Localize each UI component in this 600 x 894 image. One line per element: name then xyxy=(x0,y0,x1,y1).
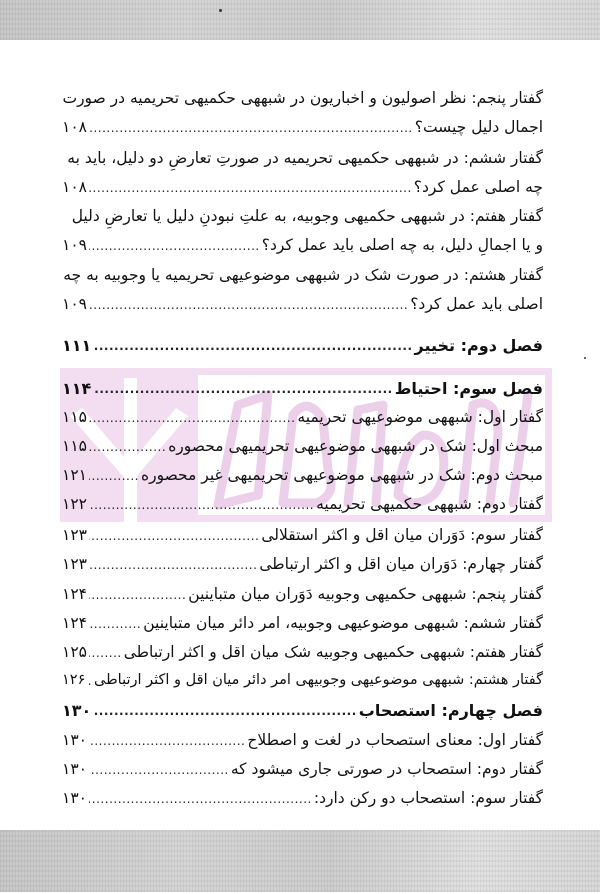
toc-chapter[interactable] xyxy=(62,330,543,360)
toc-entry[interactable] xyxy=(62,579,543,609)
toc-entry[interactable] xyxy=(62,402,543,432)
scan-speck xyxy=(219,9,222,12)
toc-entry-title: گفتار هفتم: در شبههی حکمیهی وجوبیه، به علتِ نبودنِ دلیل یا تعارضِ دلیل xyxy=(71,207,543,225)
toc-chapter[interactable] xyxy=(62,373,543,403)
toc-entry[interactable] xyxy=(62,489,543,519)
toc-page-number: ۱۲۵ xyxy=(62,643,87,661)
toc-entry[interactable] xyxy=(62,608,543,638)
toc-chapter-title: فصل دوم: تخییر xyxy=(414,335,543,355)
toc-page-number: ۱۲۶ xyxy=(62,672,86,688)
toc-entry-title: اجمال دلیل چیست؟ xyxy=(414,118,543,136)
toc-page-number: ۱۲۲ xyxy=(62,495,87,513)
toc-page-number: ۱۲۳ xyxy=(62,526,87,544)
toc-entry-title: گفتار ششم: در شبههی حکمیهی تحریمیه در صورتِ تعارضِ دو دلیل، باید به xyxy=(67,149,543,167)
toc-page-number: ۱۰۹ xyxy=(62,236,87,254)
toc-entry-title: گفتار هشتم: شبههی موضوعیهی وجوبیهی امر دائر میان اقل و اکثر ارتباطی xyxy=(94,672,543,688)
dot-leader xyxy=(89,440,166,461)
dot-leader xyxy=(89,529,259,550)
toc-entry-title: گفتار سوم: استصحاب دو رکن دارد: xyxy=(313,789,543,807)
toc-entry[interactable] xyxy=(62,549,543,579)
dot-leader xyxy=(89,588,186,609)
toc-entry-title: گفتار هفتم: شبههی حکمیهی وجوبیه شک میان اقل و اکثر ارتباطی xyxy=(123,643,543,661)
toc-page-number: ۱۰۸ xyxy=(62,178,87,196)
toc-entry-title: گفتار ششم: شبههی موضوعیهی وجوبیه، امر دائر میان متباینین xyxy=(143,614,543,632)
dot-leader xyxy=(89,239,260,260)
toc-entry[interactable] xyxy=(62,460,543,490)
toc-chapter-title: فصل چهارم: استصحاب xyxy=(358,700,543,720)
toc-entry-title: گفتار اول: معنای استصحاب در لغت و اصطلاح xyxy=(247,731,543,749)
toc-entry-title: گفتار چهارم: دَوَران میان اقل و اکثر ارتباطی xyxy=(259,555,543,573)
dot-leader xyxy=(89,763,229,784)
dot-leader xyxy=(87,674,92,695)
dot-leader xyxy=(93,339,412,360)
dot-leader xyxy=(89,734,245,755)
scan-border-bottom xyxy=(0,830,600,892)
toc-entry-title: گفتار دوم: استصحاب در صورتی جاری میشود که xyxy=(230,760,543,778)
dot-leader xyxy=(89,121,413,142)
toc-entry-title: گفتار پنجم: نظر اصولیون و اخباریون در شبههی حکمیهی تحریمیه در صورت xyxy=(62,89,543,107)
dot-leader xyxy=(89,298,408,319)
toc-page-number: ۱۱۵ xyxy=(62,408,87,426)
dot-leader xyxy=(89,411,295,432)
toc-entry[interactable] xyxy=(62,783,543,813)
dot-leader xyxy=(89,498,314,519)
toc-entry-title: گفتار سوم: دَوَران میان اقل و اکثر استقلالی xyxy=(261,526,543,544)
toc-entry-title: مبحث اول: شک در شبههی موضوعیهی تحریمیهی محصوره xyxy=(168,437,543,455)
toc-page-number: ۱۲۳ xyxy=(62,555,87,573)
toc-page-number: ۱۲۱ xyxy=(62,466,87,484)
toc-entry-title: گفتار دوم: شبههی حکمیهی تحریمیه xyxy=(316,495,543,513)
toc-entry-title: گفتار پنجم: شبههی حکمیهی وجوبیه دَوَران میان متباینین xyxy=(188,585,543,603)
toc-entry-line xyxy=(62,83,543,113)
toc-page-number: ۱۱۴ xyxy=(62,378,92,398)
toc-entry[interactable] xyxy=(62,172,543,202)
toc-entry-title: اصلی باید عمل کرد؟ xyxy=(410,295,543,313)
dot-leader xyxy=(89,181,412,202)
toc-entry[interactable] xyxy=(62,431,543,461)
toc-page-number: ۱۲۴ xyxy=(62,614,87,632)
toc-entry[interactable] xyxy=(62,230,543,260)
dot-leader xyxy=(89,792,312,813)
toc-entry-line xyxy=(62,201,543,231)
toc-page-number: ۱۳۰ xyxy=(62,789,87,807)
dot-leader xyxy=(89,646,122,667)
toc-entry[interactable] xyxy=(62,665,543,695)
toc-entry-line xyxy=(62,143,543,173)
dot-leader xyxy=(89,469,139,490)
toc-entry[interactable] xyxy=(62,520,543,550)
toc-entry[interactable] xyxy=(62,637,543,667)
toc-entry-title: و یا اجمالِ دلیل، به چه اصلی باید عمل کرد؟ xyxy=(261,236,543,254)
toc-entry-title: گفتار هشتم: در صورت شک در شبههی موضوعیهی تحریمیه یا وجوبیه به چه xyxy=(63,266,543,284)
toc-entry-title: گفتار اول: شبههی موضوعیهی تحریمیه xyxy=(297,408,543,426)
toc-page-number: ۱۱۵ xyxy=(62,437,87,455)
dot-leader xyxy=(89,617,141,638)
toc-page-number: ۱۰۸ xyxy=(62,118,87,136)
toc-page-number: ۱۰۹ xyxy=(62,295,87,313)
toc-page-number: ۱۳۰ xyxy=(62,760,87,778)
toc-entry[interactable] xyxy=(62,112,543,142)
toc-page-number: ۱۲۴ xyxy=(62,585,87,603)
dot-leader xyxy=(93,704,356,725)
toc-entry-line xyxy=(62,260,543,290)
toc-page-number: ۱۱۱ xyxy=(62,335,92,355)
toc-page-number: ۱۳۰ xyxy=(62,731,87,749)
scan-speck xyxy=(584,357,586,359)
toc-entry[interactable] xyxy=(62,754,543,784)
dot-leader xyxy=(89,558,257,579)
toc-page-number: ۱۳۰ xyxy=(62,700,92,720)
toc-entry[interactable] xyxy=(62,725,543,755)
toc-chapter[interactable] xyxy=(62,695,543,725)
toc-entry-title: مبحث دوم: شک در شبههی موضوعیهی تحریمیهی غیر محصوره xyxy=(140,466,543,484)
toc-entry-title: چه اصلی عمل کرد؟ xyxy=(413,178,543,196)
dot-leader xyxy=(93,382,392,403)
toc-chapter-title: فصل سوم: احتیاط xyxy=(394,378,543,398)
toc-entry[interactable] xyxy=(62,289,543,319)
scan-border-top xyxy=(0,0,600,40)
